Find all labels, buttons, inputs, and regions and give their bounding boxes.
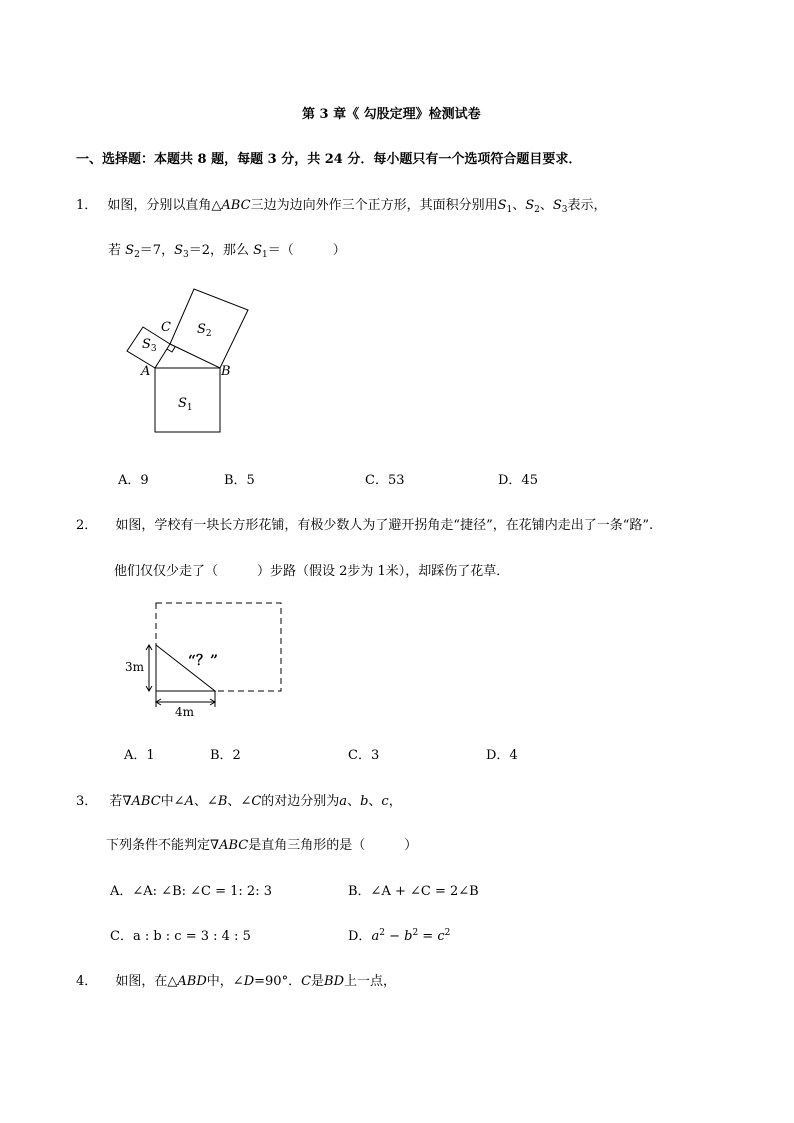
question-2-line-2: 他们仅仅少走了（ ）步路（假设 2步为 1米），却踩伤了花草． <box>114 564 510 579</box>
q3-option-c: C．a : b : c = 3 : 4 : 5 <box>110 929 251 944</box>
label-s2: $S_2$ <box>197 322 212 339</box>
height-label: 3m <box>125 660 145 674</box>
question-1-number: 1． <box>76 198 98 213</box>
path-label: “？” <box>188 653 219 669</box>
q2-option-c: C．3 <box>348 748 380 763</box>
label-b: B <box>221 364 231 379</box>
width-label: 4m <box>175 705 195 719</box>
question-4-line-1: 4． 如图，在△ABD中，∠D=90°．C是BD上一点， <box>76 974 397 989</box>
square-s1 <box>155 368 220 432</box>
question-4-number: 4． <box>76 974 98 989</box>
section-header: 一、选择题：本题共 8 题，每题 3 分，共 24 分．每小题只有一个选项符合题目要求． <box>76 152 582 167</box>
question-1-line-2: 若 $S_2=7$，$S_3=2$，那么 $S_1=$（ ） <box>108 243 346 260</box>
question-1-line-1: 1． 如图，分别以直角△ABC三边为边向外作三个正方形，其面积分别用$S_1$、$S_2$、$S_3$表示， <box>76 198 607 215</box>
question-1-figure <box>120 282 260 442</box>
q2-option-b: B．2 <box>210 748 241 763</box>
q1-option-b: B．5 <box>224 473 255 488</box>
q3-option-a: A．∠A: ∠B: ∠C = 1: 2: 3 <box>110 884 272 899</box>
q3-option-d: D．$a^2 - b^2 = c^2$ <box>348 928 451 944</box>
q2-option-a: A．1 <box>124 748 155 763</box>
question-3-line-1: 3． 若∇ABC中∠A、∠B、∠C的对边分别为a、b、c， <box>76 794 402 809</box>
q1-option-a: A．9 <box>118 473 149 488</box>
q1-option-c: C．53 <box>365 473 405 488</box>
q2-option-d: D．4 <box>486 748 518 763</box>
label-s1: $S_1$ <box>178 396 193 413</box>
label-c: C <box>161 320 171 335</box>
garden-rectangle <box>156 603 281 691</box>
question-2-figure <box>122 596 288 722</box>
page-title: 第 3 章《 勾股定理》检测试卷 <box>302 107 481 122</box>
q1-option-d: D．45 <box>498 473 538 488</box>
q3-option-b: B．∠A + ∠C = 2∠B <box>348 884 479 899</box>
question-3-line-2: 下列条件不能判定∇ABC是直角三角形的是（ ） <box>106 838 418 853</box>
question-2-line-1: 2． 如图，学校有一块长方形花铺，有极少数人为了避开拐角走“捷径”，在花铺内走出了一条“路”. <box>76 518 654 533</box>
label-s3: $S_3$ <box>142 337 157 354</box>
question-3-number: 3． <box>76 794 98 809</box>
label-a: A <box>141 364 151 379</box>
question-2-number: 2． <box>76 518 98 533</box>
